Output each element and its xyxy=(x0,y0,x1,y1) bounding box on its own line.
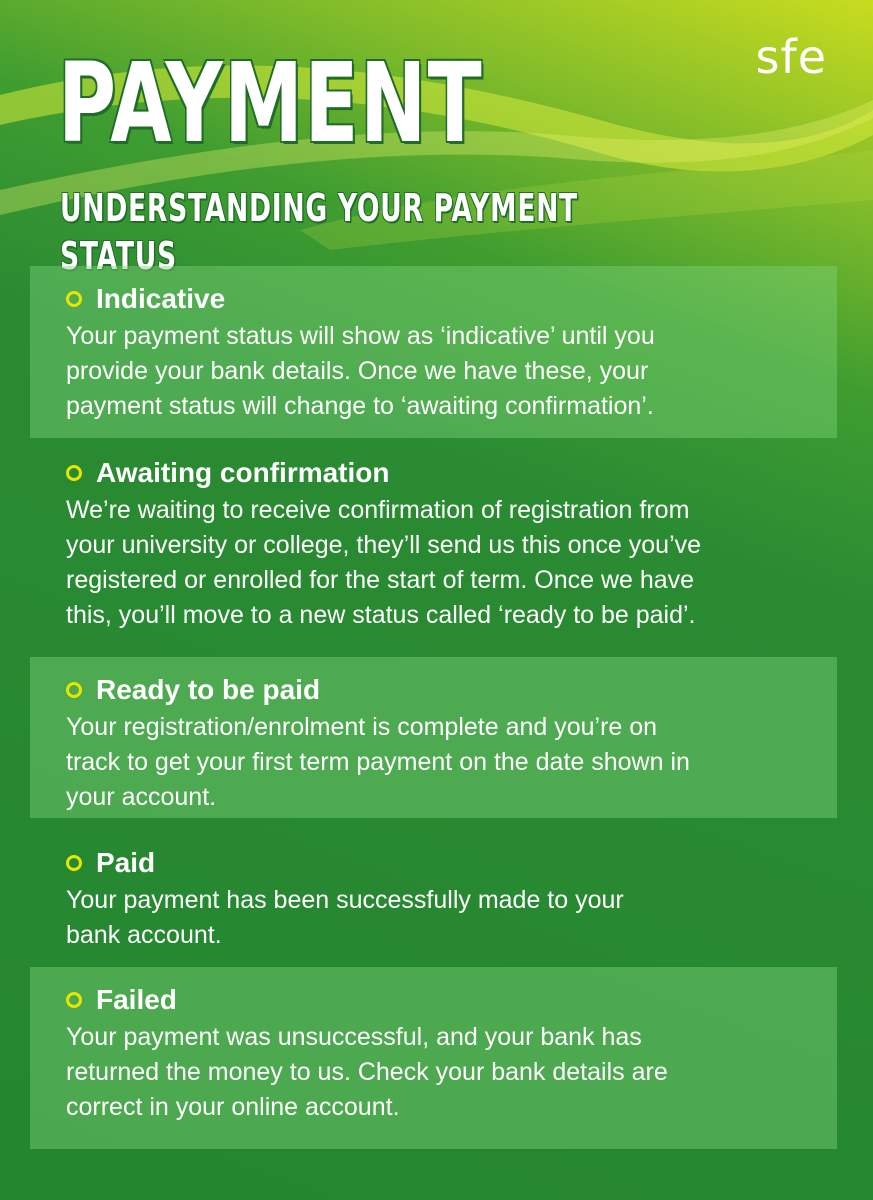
description-line: bank account. xyxy=(66,921,222,949)
description-line: correct in your online account. xyxy=(66,1093,400,1121)
status-failed xyxy=(30,967,837,1149)
status-awaiting-confirmation xyxy=(30,440,837,654)
status-heading-text: Failed xyxy=(96,984,177,1015)
status-heading xyxy=(66,456,837,490)
status-heading xyxy=(66,846,837,880)
status-heading-text: Paid xyxy=(96,847,156,878)
description-line: Your registration/enrolment is complete and you’re on xyxy=(66,713,658,741)
status-ready-to-be-paid xyxy=(30,657,837,818)
status-description xyxy=(66,710,837,815)
description-line: your account. xyxy=(66,783,217,811)
page-subtitle: UNDERSTANDING YOUR PAYMENT STATUS xyxy=(60,186,578,278)
bullet-ring-icon xyxy=(66,465,82,481)
status-heading-text: Indicative xyxy=(96,283,226,314)
bullet-ring-icon xyxy=(66,291,82,307)
status-paid xyxy=(30,830,837,960)
status-heading xyxy=(66,983,837,1017)
description-line: provide your bank details. Once we have these, your xyxy=(66,357,649,385)
bullet-ring-icon xyxy=(66,855,82,871)
status-heading-text: Awaiting confirmation xyxy=(96,457,390,488)
description-line: We’re waiting to receive confirmation of registration from xyxy=(66,496,690,524)
status-heading xyxy=(66,282,837,316)
bullet-ring-icon xyxy=(66,682,82,698)
description-line: Your payment was unsuccessful, and your bank has xyxy=(66,1023,642,1051)
status-indicative xyxy=(30,266,837,438)
description-line: payment status will change to ‘awaiting confirmation’. xyxy=(66,392,654,420)
bullet-ring-icon xyxy=(66,992,82,1008)
status-description xyxy=(66,493,837,633)
sfe-logo: sfe xyxy=(755,30,827,84)
status-description xyxy=(66,1020,837,1125)
status-description xyxy=(66,883,837,953)
status-heading-text: Ready to be paid xyxy=(96,674,321,705)
status-description xyxy=(66,319,837,424)
description-line: track to get your first term payment on the date shown in xyxy=(66,748,690,776)
description-line: Your payment status will show as ‘indicative’ until you xyxy=(66,322,655,350)
description-line: your university or college, they’ll send us this once you’ve xyxy=(66,531,702,559)
page-title: PAYMENT xyxy=(58,39,484,167)
description-line: registered or enrolled for the start of term. Once we have xyxy=(66,566,695,594)
description-line: Your payment has been successfully made to your xyxy=(66,886,624,914)
status-heading xyxy=(66,673,837,707)
description-line: returned the money to us. Check your bank details are xyxy=(66,1058,668,1086)
description-line: this, you’ll move to a new status called ‘ready to be paid’. xyxy=(66,601,696,629)
